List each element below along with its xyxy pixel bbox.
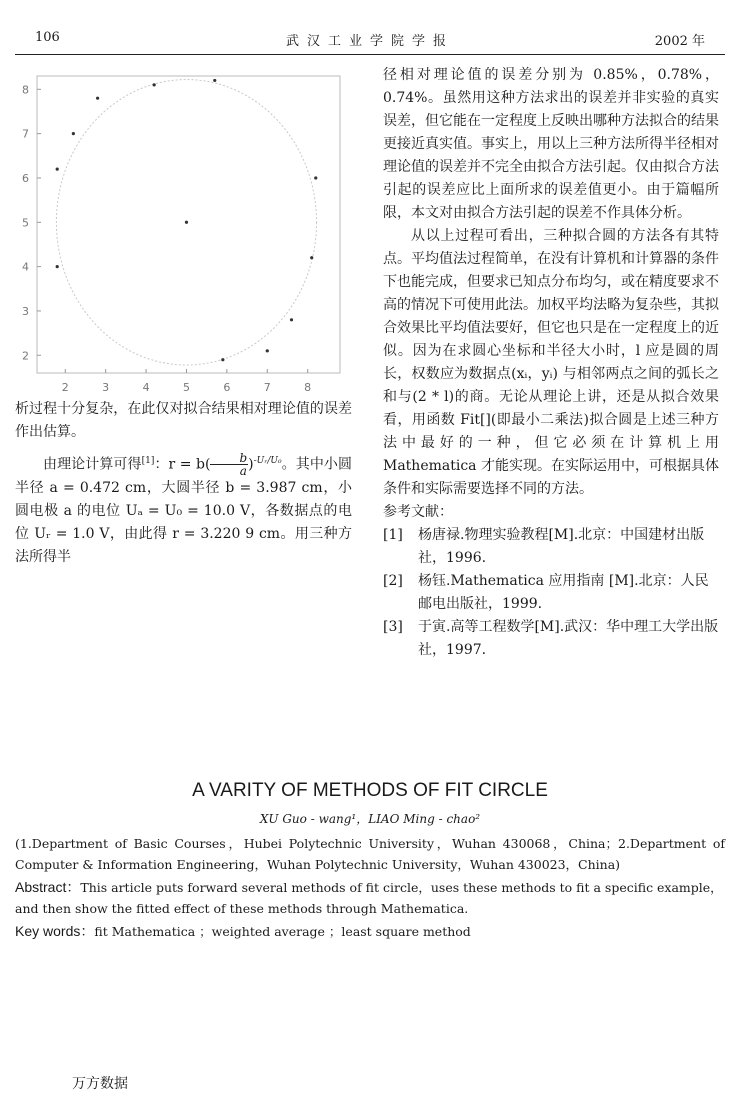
right-paragraph-1: 径相对理论值的误差分别为 0.85%，0.78%，0.74%。虽然用这种方法求出的误差并非实验的真实误差，但它能在一定程度上反映出哪种方法拟合的结果更接近真实值。事实上，用以上三种方法所得半径相对理论值的误差并不完全由拟合方法引起。仅由拟合方法引起的误差应比上面所求的误差值更小。由于篇幅所限，本文对由拟合方法引起的误差不作具体分析。 <box>383 67 719 221</box>
x-tick-label: 3 <box>102 381 110 394</box>
data-point <box>56 167 59 170</box>
data-point <box>185 221 188 224</box>
fraction-numerator: b <box>210 452 248 465</box>
right-paragraph-2: 从以上过程可看出，三种拟合圆的方法各有其特点。平均值法过程简单，在没有计算机和计算器的条件下也能完成，但要求已知点分布均匀，或在精度要求不高的情况下可使用此法。加权平均法略为复杂些，其拟合效果比平均值法要好，但它也只是在一定程度上的近似。因为在求圆心坐标和半径大小时，l 应是圆的周长，权数应为数据点(xᵢ，yᵢ) 与相邻两点之间的弧长之和与(2 * l)的商。无论从理论上讲，还是从拟合效果看，用函数 Fit[](即最小二乘法)拟合圆是上述三种方法中最好的一种，但它必须在计算机上用 Mathematica 才能实现。在实际运用中，可根据具体条件和实际需要选择不同的方法。 <box>383 228 719 497</box>
journal-name: 武汉工业学院学报 <box>285 34 454 49</box>
x-tick-label: 5 <box>182 381 190 394</box>
english-authors: XU Guo - wang¹，LIAO Ming - chao² <box>259 812 481 826</box>
abstract-label: Abstract： <box>15 879 81 895</box>
left-column <box>15 398 352 569</box>
scatter-figure <box>15 68 355 398</box>
y-tick-label: 7 <box>22 127 29 141</box>
y-tick-label: 3 <box>22 304 29 318</box>
y-tick-label: 4 <box>22 260 29 274</box>
formula-fraction <box>210 452 248 477</box>
left-paragraph-2: 由理论计算可得[1]：r = b( $\frac{b}{a}$ )$^{-Uᵣ/U_0}$。其中小圆半径 a = 0.472 cm，大圆半径 b = 3.987 cm，小圆电极 a 的电位 Uₐ = U₀ = 10.0 V，各数据点的电位 Uᵣ = 1.0 V，由此得 r = 3.220 9 cm。用三种方法所得半 <box>15 451 353 566</box>
citation-1: [1] <box>141 456 155 466</box>
formula-rest: 。其中小圆半径 a = 0.472 cm，大圆半径 b = 3.987 cm，小圆电极 a 的电位 Uₐ = U₀ = 10.0 V，各数据点的电位 Uᵣ = 1.0 V，由此得 r = 3.220 9 cm。用三种方法所得半 <box>15 456 353 566</box>
english-affiliation: (1.Department of Basic Courses，Hubei Polytechnic University，Wuhan 430068，China；2.Department of Computer & Information Engineering，Wuhan Polytechnic University，Wuhan 430023，China) <box>15 836 725 872</box>
reference-item <box>383 616 719 662</box>
reference-item <box>383 570 719 616</box>
page-number: 106 <box>35 30 60 45</box>
data-point <box>314 176 317 179</box>
data-point <box>213 79 216 82</box>
formula-intro: 由理论计算可得 <box>43 456 142 473</box>
x-tick-label: 7 <box>263 381 271 394</box>
data-point <box>310 256 313 259</box>
reference-text: 杨唐禄.物理实验教程[M].北京：中国建材出版社，1996. <box>418 527 705 566</box>
fraction-denominator: a <box>239 464 247 479</box>
abstract-line <box>15 877 725 919</box>
y-tick-label: 6 <box>22 171 29 185</box>
reference-number: [3] <box>383 619 403 635</box>
x-tick-label: 2 <box>61 381 69 394</box>
y-tick-label: 2 <box>22 349 29 363</box>
formula-lhs: ：r = b( <box>154 456 211 473</box>
plot-frame <box>37 76 340 373</box>
abstract-text: This article puts forward several methods of fit circle，uses these methods to fit a specific example，and then show the fitted effect of these methods through Mathematica. <box>15 880 723 916</box>
references-list <box>383 524 719 662</box>
right-column <box>383 64 719 662</box>
x-tick-label: 4 <box>142 381 150 394</box>
reference-number: [2] <box>383 573 403 589</box>
data-point <box>72 132 75 135</box>
x-tick-label: 8 <box>304 381 312 394</box>
left-paragraph-1: 析过程十分复杂，在此仅对拟合结果相对理论值的误差作出估算。 <box>15 401 352 440</box>
scatter-chart <box>15 68 355 398</box>
reference-item <box>383 524 719 570</box>
english-abstract-block <box>15 780 725 942</box>
keywords-text: fit Mathematica ；weighted average ；least square method <box>94 924 471 939</box>
data-point <box>266 349 269 352</box>
references-title: 参考文献： <box>383 504 453 520</box>
keywords-line <box>15 921 725 942</box>
footer-watermark: 万方数据 <box>72 1076 128 1092</box>
reference-text: 杨钰.Mathematica 应用指南 [M].北京：人民邮电出版社，1999. <box>418 573 709 612</box>
y-tick-label: 5 <box>22 216 29 230</box>
data-point <box>290 318 293 321</box>
data-point <box>96 97 99 100</box>
keywords-label: Key words： <box>15 923 95 939</box>
y-tick-label: 8 <box>22 83 29 97</box>
reference-text: 于寅.高等工程数学[M].武汉：华中理工大学出版社，1997. <box>418 619 719 658</box>
data-point <box>56 265 59 268</box>
publication-year: 2002 年 <box>654 34 705 49</box>
data-point <box>221 358 224 361</box>
data-point <box>153 83 156 86</box>
page-header <box>15 0 725 55</box>
x-tick-label: 6 <box>223 381 231 394</box>
english-title: A VARITY OF METHODS OF FIT CIRCLE <box>192 780 548 801</box>
formula-exponent: -Uᵣ/U₀ <box>253 456 282 466</box>
reference-number: [1] <box>383 527 403 543</box>
